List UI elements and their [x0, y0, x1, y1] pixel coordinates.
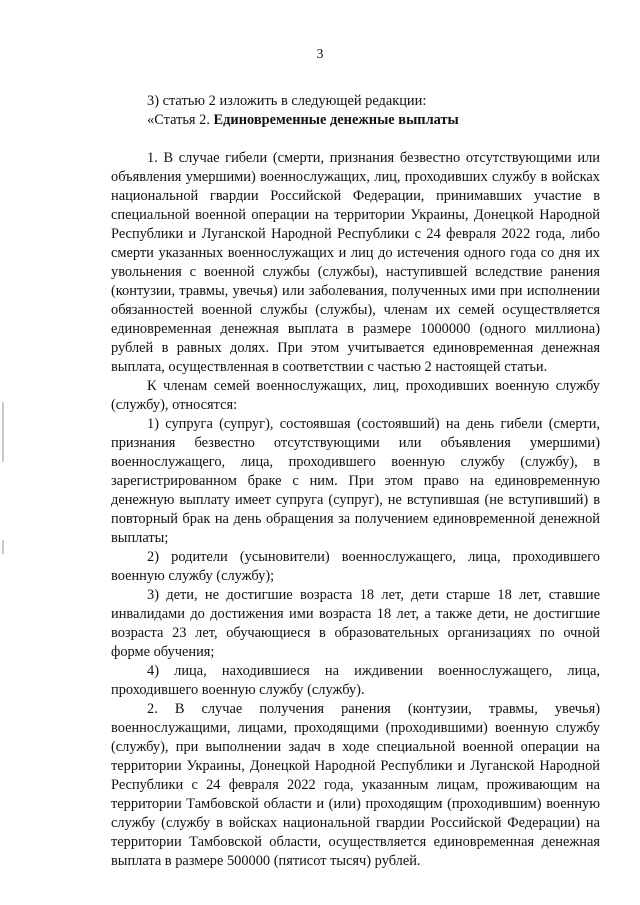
article-prefix: «Статья 2. — [147, 112, 214, 128]
list-item-children: 3) дети, не достигшие возраста 18 лет, дети старше 18 лет, ставшие инвалидами до достижения ими возраста 18 лет, а также дети, не достигшие возраста 23 лет, обучающиеся в образовательных организациях по очной форме обучения; — [111, 587, 600, 660]
document-body — [111, 92, 600, 871]
margin-scan-mark — [2, 402, 4, 462]
margin-scan-mark — [2, 540, 4, 554]
list-item-spouse: 1) супруга (супруг), состоявшая (состоявший) на день гибели (смерти, признания безвестно отсутствующими или объявления умершими) военнослужащего, лица, проходившего военную службу (службу), в зарегистрированном браке с ним. При этом право на единовременную денежную выплату имеет супруга (супруг), не вступившая (не вступивший) в повторный брак на день обращения за получением единовременной денежной выплаты; — [111, 416, 600, 546]
article-title: Единовременные денежные выплаты — [213, 112, 459, 128]
article-heading — [111, 111, 600, 130]
paragraph-part-2: 2. В случае получения ранения (контузии, травмы, увечья) военнослужащими, лицами, проходящими (проходившими) военную службу (службу), при выполнении задач в ходе специальной военной операции на территории Украины, Донецкой Народной Республики и Луганской Народной Республики с 24 февраля 2022 года, указанным лицам, проживающим на территории Тамбовской области и (или) проходящим (проходившим) военную службу (службу в войсках национальной гвардии Российской Федерации) на территории Тамбовской области, осуществляется единовременная денежная выплата в размере 500000 (пятисот тысяч) рублей. — [111, 701, 600, 869]
page-number: 3 — [316, 47, 324, 62]
list-item-dependents: 4) лица, находившиеся на иждивении военнослужащего, лица, проходившего военную службу (службу). — [111, 663, 600, 698]
list-item-parents: 2) родители (усыновители) военнослужащего, лица, проходившего военную службу (службу); — [111, 549, 600, 584]
amendment-intro: 3) статью 2 изложить в следующей редакции: — [147, 93, 427, 109]
paragraph-part-1: 1. В случае гибели (смерти, признания безвестно отсутствующими или объявления умершими) военнослужащих, лиц, проходивших службу в войсках национальной гвардии Российской Федерации, принимавших участие в специальной военной операции на территории Украины, Донецкой Народной Республики и Луганской Народной Республики с 24 февраля 2022 года, либо смерти указанных военнослужащих и лиц до истечения одного года со дня их увольнения с военной службы (службы), наступившей вследствие ранения (контузии, травмы, увечья) или заболевания, полученных ими при исполнении обязанностей военной службы (службы), членам их семей осуществляется единовременная денежная выплата в размере 1000000 (одного миллиона) рублей в равных долях. При этом учитывается единовременная денежная выплата, осуществленная в соответствии с частью 2 настоящей статьи. — [111, 150, 600, 375]
paragraph-family-members: К членам семей военнослужащих, лиц, проходивших военную службу (службу), относятся: — [111, 378, 600, 413]
